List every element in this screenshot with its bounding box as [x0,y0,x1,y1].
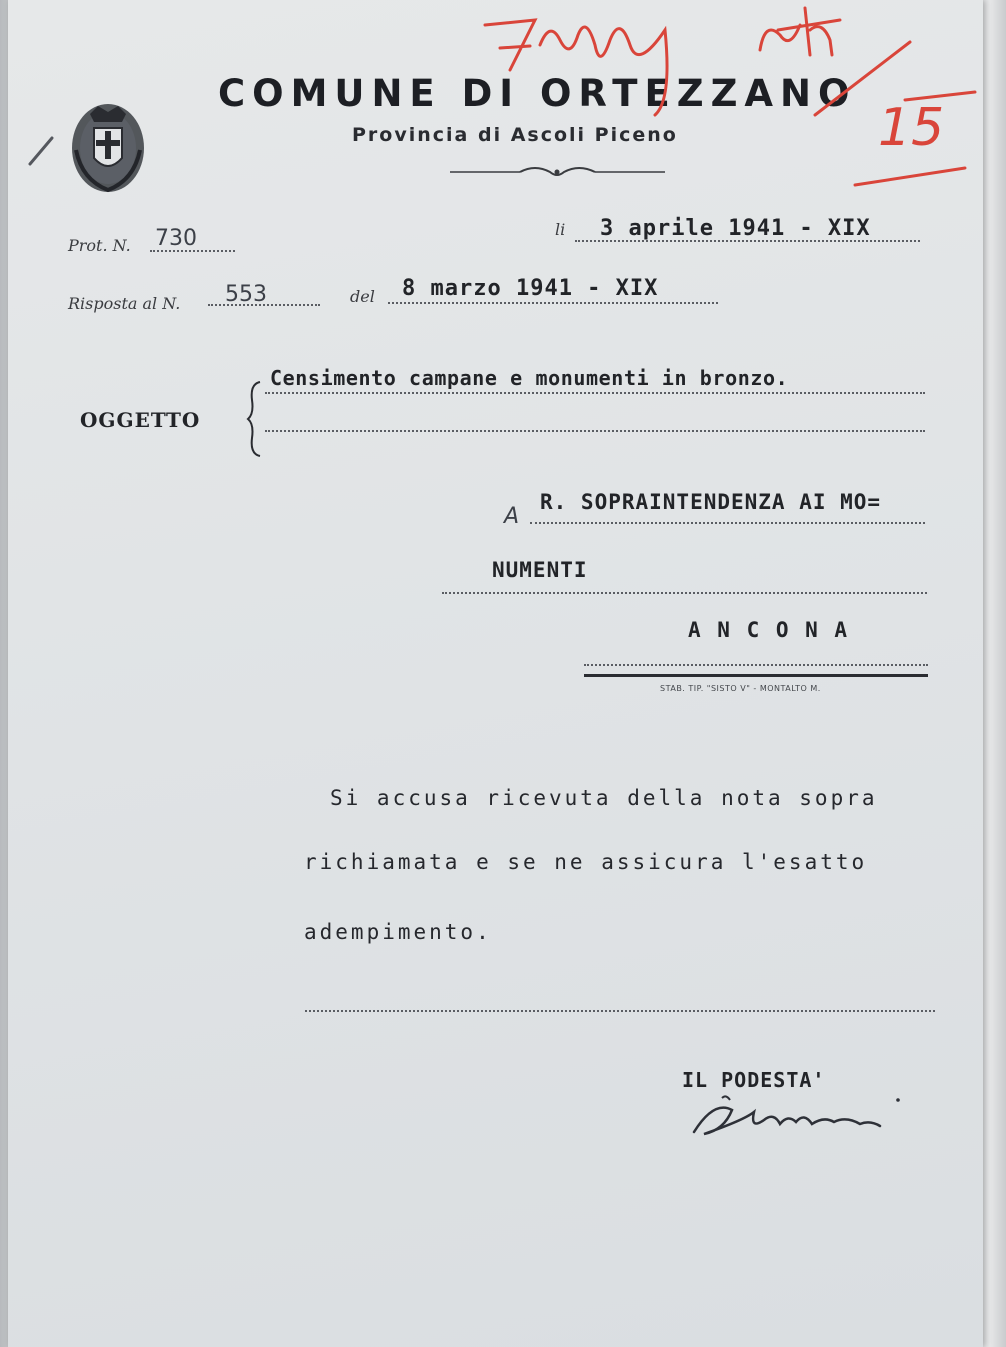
li-dotted-line [575,240,920,242]
comune-title: COMUNE DI ORTEZZANO [218,72,857,115]
li-label: li [555,220,566,239]
printer-credit: STAB. TIP. "SISTO V" - MONTALTO M. [660,684,821,693]
risposta-number: 553 [225,282,267,307]
recipient-line-2: NUMENTI [492,558,588,582]
body-dotted-line [305,1010,935,1012]
prot-dotted-line [150,250,235,252]
brace-icon [246,380,264,458]
recipient-dotted-line-3 [584,664,928,666]
subject-dotted-line-2 [265,430,925,432]
recipient-rule [584,674,928,677]
del-dotted-line [388,302,718,304]
recipient-dotted-line-1 [530,522,925,524]
podesta-title: IL PODESTA' [682,1068,826,1092]
body-line-2: richiamata e se ne assicura l'esatto [304,850,868,874]
risposta-label: Risposta al N. [68,294,181,313]
red-number-annotation: 15 [878,98,945,158]
subject-dotted-line-1 [265,392,925,394]
li-date: 3 aprile 1941 - XIX [600,216,871,241]
recipient-city: A N C O N A [688,618,850,642]
del-date: 8 marzo 1941 - XIX [402,276,659,301]
recipient-line-1: R. SOPRAINTENDENZA AI MO= [540,490,882,514]
body-line-3: adempimento. [304,920,492,944]
coat-of-arms-icon [68,100,148,195]
recipient-dotted-line-2 [442,592,927,594]
recipient-prefix: A [504,504,520,529]
pencil-tick-mark [26,130,66,170]
prot-number: 730 [155,226,197,251]
provincia-subtitle: Provincia di Ascoli Piceno [352,124,678,146]
body-line-1: Si accusa ricevuta della nota sopra [330,786,878,810]
signature-icon [684,1090,904,1140]
del-label: del [350,287,375,306]
risposta-dotted-line [208,304,320,306]
oggetto-label: OGGETTO [80,408,201,432]
subject-text: Censimento campane e monumenti in bronzo. [270,366,789,390]
prot-label: Prot. N. [68,236,131,255]
